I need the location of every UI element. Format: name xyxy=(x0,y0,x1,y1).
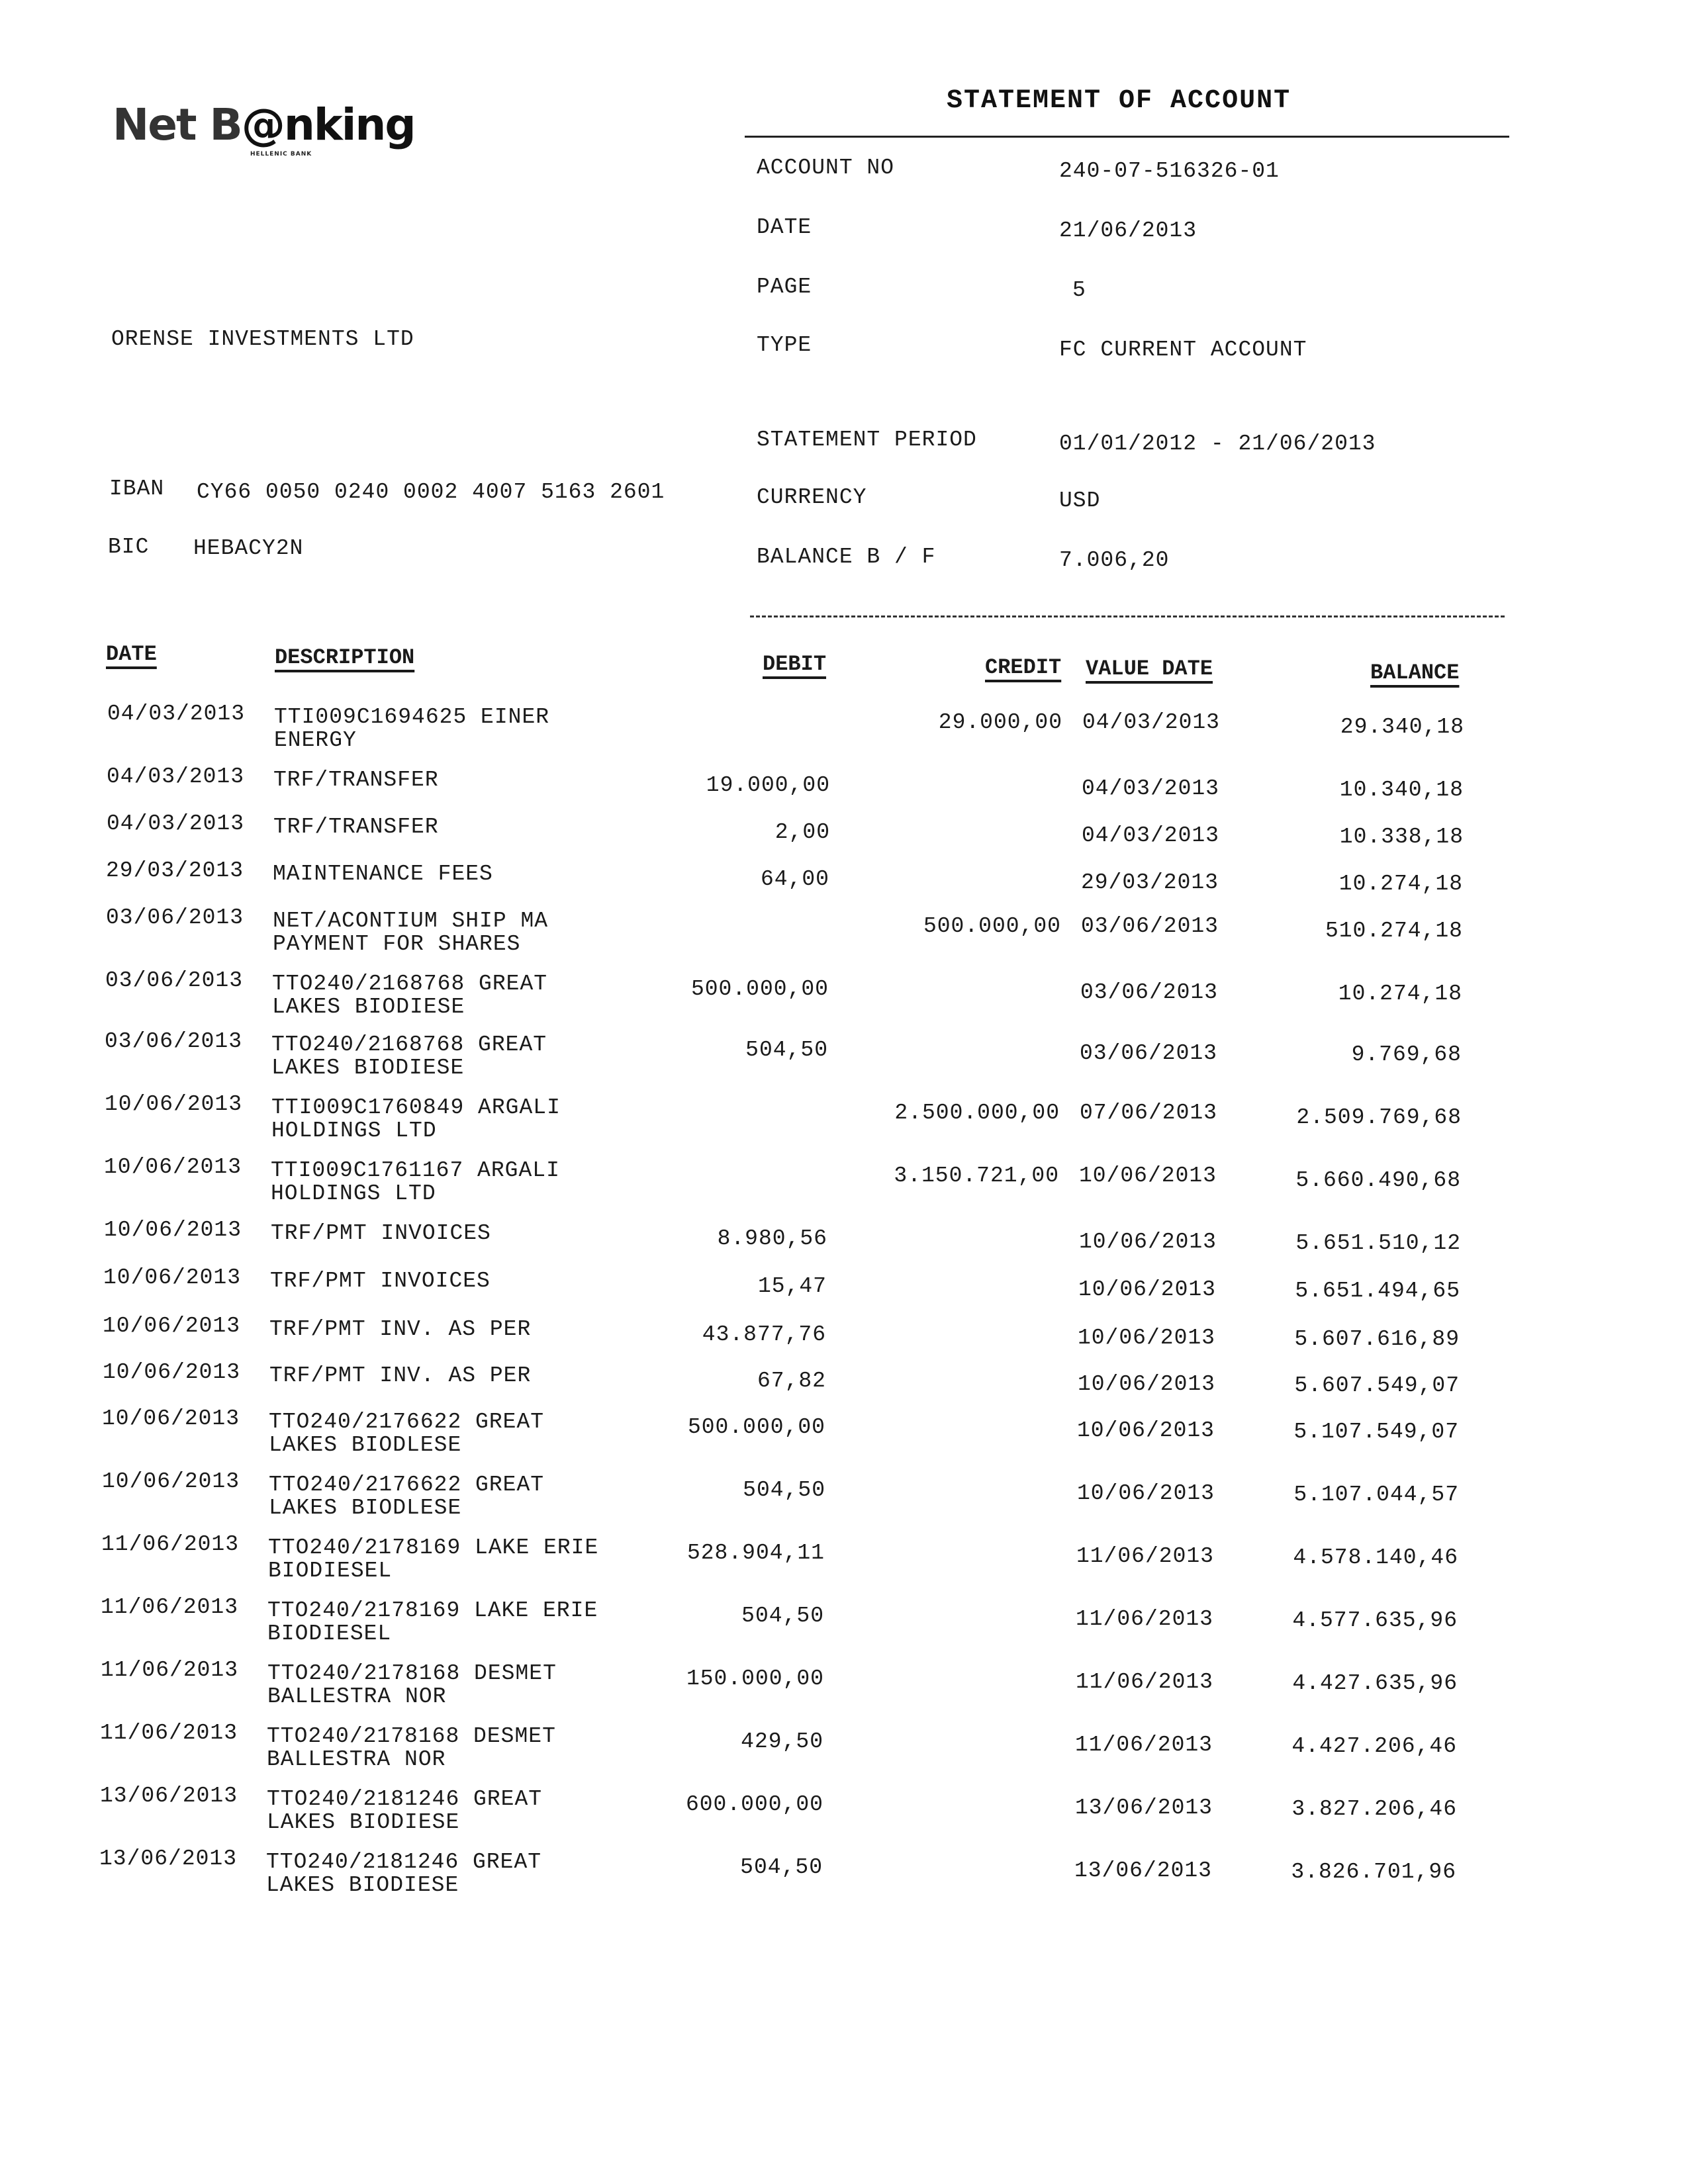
iban-label: IBAN xyxy=(109,477,165,501)
row-date: 11/06/2013 xyxy=(101,1532,240,1557)
row-debit: 2,00 xyxy=(774,820,830,844)
row-value-date: 11/06/2013 xyxy=(1076,1544,1214,1569)
row-description-line1: TTO240/2178169 LAKE ERIE xyxy=(268,1535,599,1560)
col-header-date: DATE xyxy=(106,642,157,666)
row-value-date: 10/06/2013 xyxy=(1076,1418,1215,1443)
row-debit: 429,50 xyxy=(741,1729,823,1754)
row-description-line1: TRF/PMT INVOICES xyxy=(271,1221,491,1246)
row-debit: 504,50 xyxy=(743,1478,825,1502)
col-header-balance: BALANCE xyxy=(1370,660,1460,685)
row-balance: 3.826.701,96 xyxy=(1291,1860,1456,1884)
row-balance: 29.340,18 xyxy=(1340,715,1464,739)
row-debit: 504,50 xyxy=(741,1604,824,1628)
row-debit: 500.000,00 xyxy=(690,977,829,1001)
row-date: 10/06/2013 xyxy=(103,1265,242,1290)
logo-text-net: Net B xyxy=(113,99,242,150)
row-value-date: 03/06/2013 xyxy=(1080,980,1218,1005)
row-description-line2: LAKES BIODLESE xyxy=(269,1433,462,1457)
row-value-date: 11/06/2013 xyxy=(1075,1670,1213,1694)
bank-logo xyxy=(113,99,415,150)
row-date: 03/06/2013 xyxy=(105,1029,243,1054)
row-description-line2: ENERGY xyxy=(274,728,357,752)
col-header-credit: CREDIT xyxy=(985,655,1062,680)
row-description-line1: TTO240/2178169 LAKE ERIE xyxy=(267,1598,598,1623)
row-description-line2: LAKES BIODIESE xyxy=(267,1810,460,1835)
row-date: 10/06/2013 xyxy=(104,1155,242,1179)
date-value: 21/06/2013 xyxy=(1059,218,1197,243)
row-balance: 5.107.044,57 xyxy=(1293,1482,1459,1507)
row-description-line1: MAINTENANCE FEES xyxy=(273,862,493,886)
row-date: 04/03/2013 xyxy=(107,811,245,836)
row-date: 10/06/2013 xyxy=(104,1218,242,1242)
row-description-line1: TRF/TRANSFER xyxy=(273,815,439,839)
row-debit: 600.000,00 xyxy=(685,1792,823,1817)
row-credit: 3.150.721,00 xyxy=(894,1163,1059,1188)
row-date: 03/06/2013 xyxy=(106,905,244,930)
row-value-date: 13/06/2013 xyxy=(1074,1858,1212,1883)
statement-title: STATEMENT OF ACCOUNT xyxy=(947,86,1291,116)
row-description-line1: TTO240/2176622 GREAT xyxy=(269,1410,545,1434)
type-value: FC CURRENT ACCOUNT xyxy=(1059,338,1307,362)
col-header-description: DESCRIPTION xyxy=(275,645,415,670)
row-description-line1: TRF/TRANSFER xyxy=(273,768,439,792)
row-description-line2: HOLDINGS LTD xyxy=(271,1181,436,1206)
row-date: 10/06/2013 xyxy=(102,1469,240,1494)
balance-bf-label: BALANCE B / F xyxy=(757,545,936,569)
logo-at-sign: @ xyxy=(241,99,284,150)
row-balance: 4.578.140,46 xyxy=(1293,1545,1458,1570)
row-description-line1: TTO240/2168768 GREAT xyxy=(271,1032,547,1057)
row-balance: 2.509.769,68 xyxy=(1296,1105,1462,1130)
row-description-line1: NET/ACONTIUM SHIP MA xyxy=(273,909,549,933)
row-description-line1: TTI009C1760849 ARGALI xyxy=(271,1095,561,1120)
row-description-line1: TTO240/2178168 DESMET xyxy=(267,1724,556,1749)
row-balance: 3.827.206,46 xyxy=(1291,1797,1457,1821)
row-debit: 19.000,00 xyxy=(706,773,830,797)
row-value-date: 11/06/2013 xyxy=(1074,1733,1213,1757)
row-value-date: 10/06/2013 xyxy=(1078,1230,1217,1254)
row-balance: 10.274,18 xyxy=(1338,872,1463,896)
row-debit: 504,50 xyxy=(745,1038,828,1062)
col-header-debit: DEBIT xyxy=(763,652,827,676)
row-debit: 67,82 xyxy=(757,1369,826,1393)
currency-value: USD xyxy=(1059,488,1101,513)
logo-text-nking: nking xyxy=(283,99,415,150)
row-balance: 4.577.635,96 xyxy=(1292,1608,1458,1633)
iban-value: CY66 0050 0240 0002 4007 5163 2601 xyxy=(197,480,665,504)
row-debit: 8.980,56 xyxy=(717,1226,827,1251)
row-value-date: 10/06/2013 xyxy=(1077,1372,1215,1396)
balance-bf-value: 7.006,20 xyxy=(1059,548,1170,572)
row-description-line1: TTO240/2181246 GREAT xyxy=(267,1787,543,1811)
row-description-line2: BIODIESEL xyxy=(267,1621,392,1646)
row-date: 29/03/2013 xyxy=(106,858,244,883)
currency-label: CURRENCY xyxy=(757,485,867,510)
statement-period-value: 01/01/2012 - 21/06/2013 xyxy=(1059,432,1376,456)
row-credit: 500.000,00 xyxy=(923,914,1061,938)
row-debit: 504,50 xyxy=(740,1855,823,1880)
row-date: 10/06/2013 xyxy=(103,1314,241,1338)
row-date: 10/06/2013 xyxy=(105,1092,243,1116)
row-description-line1: TTO240/2168768 GREAT xyxy=(272,972,548,996)
row-debit: 500.000,00 xyxy=(687,1415,825,1439)
row-value-date: 10/06/2013 xyxy=(1078,1277,1216,1302)
row-description-line1: TRF/PMT INVOICES xyxy=(270,1269,491,1293)
row-description-line2: LAKES BIODLESE xyxy=(269,1496,462,1520)
row-balance: 510.274,18 xyxy=(1325,919,1463,943)
row-debit: 43.877,76 xyxy=(702,1322,826,1347)
col-header-value-date: VALUE DATE xyxy=(1086,657,1213,681)
bic-value: HEBACY2N xyxy=(193,536,304,561)
row-description-line2: LAKES BIODIESE xyxy=(266,1873,459,1897)
row-debit: 15,47 xyxy=(757,1274,827,1298)
row-date: 11/06/2013 xyxy=(101,1595,239,1619)
page-label: PAGE xyxy=(757,275,812,299)
row-balance: 5.107.549,07 xyxy=(1293,1420,1459,1444)
row-value-date: 03/06/2013 xyxy=(1080,914,1219,938)
header-divider xyxy=(750,615,1505,617)
row-description-line2: LAKES BIODIESE xyxy=(272,995,465,1019)
row-value-date: 29/03/2013 xyxy=(1080,870,1219,895)
row-value-date: 11/06/2013 xyxy=(1075,1607,1213,1631)
row-value-date: 13/06/2013 xyxy=(1074,1796,1213,1820)
row-date: 11/06/2013 xyxy=(100,1721,238,1745)
row-date: 10/06/2013 xyxy=(102,1406,240,1431)
row-date: 04/03/2013 xyxy=(107,764,245,789)
row-date: 11/06/2013 xyxy=(101,1658,239,1682)
row-value-date: 04/03/2013 xyxy=(1081,776,1219,801)
date-label: DATE xyxy=(757,215,812,240)
row-description-line1: TTI009C1694625 EINER xyxy=(274,705,550,729)
row-date: 13/06/2013 xyxy=(99,1846,238,1871)
row-balance: 5.607.616,89 xyxy=(1294,1327,1460,1351)
row-debit: 150.000,00 xyxy=(686,1666,824,1691)
row-balance: 10.274,18 xyxy=(1338,981,1462,1006)
row-debit: 64,00 xyxy=(760,867,829,891)
row-balance: 5.651.494,65 xyxy=(1295,1279,1460,1303)
row-description-line2: PAYMENT FOR SHARES xyxy=(273,932,521,956)
row-value-date: 07/06/2013 xyxy=(1079,1101,1217,1125)
row-description-line1: TRF/PMT INV. AS PER xyxy=(269,1317,532,1342)
logo-subtitle: HELLENIC BANK xyxy=(250,151,312,158)
statement-period-label: STATEMENT PERIOD xyxy=(757,428,977,452)
row-date: 13/06/2013 xyxy=(100,1784,238,1808)
row-date: 03/06/2013 xyxy=(105,968,244,993)
row-balance: 10.340,18 xyxy=(1339,778,1464,802)
row-value-date: 04/03/2013 xyxy=(1081,823,1219,848)
row-description-line2: HOLDINGS LTD xyxy=(271,1118,437,1143)
row-balance: 5.651.510,12 xyxy=(1295,1231,1461,1255)
row-description-line2: BALLESTRA NOR xyxy=(267,1684,447,1709)
row-date: 10/06/2013 xyxy=(103,1360,241,1385)
row-credit: 2.500.000,00 xyxy=(894,1101,1060,1125)
row-value-date: 10/06/2013 xyxy=(1076,1481,1215,1506)
account-no-label: ACCOUNT NO xyxy=(757,156,895,180)
account-no-value: 240-07-516326-01 xyxy=(1059,159,1280,183)
row-balance: 9.769,68 xyxy=(1351,1042,1462,1067)
bic-label: BIC xyxy=(108,535,150,559)
row-balance: 5.660.490,68 xyxy=(1295,1168,1461,1193)
type-label: TYPE xyxy=(757,333,812,357)
row-description-line1: TTI009C1761167 ARGALI xyxy=(271,1158,560,1183)
row-balance: 10.338,18 xyxy=(1339,825,1464,849)
row-credit: 29.000,00 xyxy=(938,710,1062,735)
row-balance: 4.427.635,96 xyxy=(1292,1671,1458,1696)
customer-name: ORENSE INVESTMENTS LTD xyxy=(111,327,414,351)
row-date: 04/03/2013 xyxy=(107,702,246,726)
row-description-line1: TTO240/2176622 GREAT xyxy=(269,1473,545,1497)
row-value-date: 10/06/2013 xyxy=(1078,1163,1217,1188)
row-balance: 5.607.549,07 xyxy=(1294,1373,1460,1398)
row-debit: 528.904,11 xyxy=(686,1541,825,1565)
row-balance: 4.427.206,46 xyxy=(1291,1734,1457,1758)
row-description-line2: BALLESTRA NOR xyxy=(267,1747,446,1772)
row-description-line1: TTO240/2178168 DESMET xyxy=(267,1661,557,1686)
row-description-line1: TRF/PMT INV. AS PER xyxy=(269,1363,532,1388)
row-value-date: 03/06/2013 xyxy=(1079,1041,1217,1066)
row-value-date: 10/06/2013 xyxy=(1077,1326,1215,1350)
page-value: 5 xyxy=(1072,278,1086,302)
row-description-line2: LAKES BIODIESE xyxy=(271,1056,465,1080)
row-value-date: 04/03/2013 xyxy=(1082,710,1220,735)
title-divider xyxy=(745,136,1509,138)
row-description-line1: TTO240/2181246 GREAT xyxy=(266,1850,542,1874)
row-description-line2: BIODIESEL xyxy=(268,1559,393,1583)
